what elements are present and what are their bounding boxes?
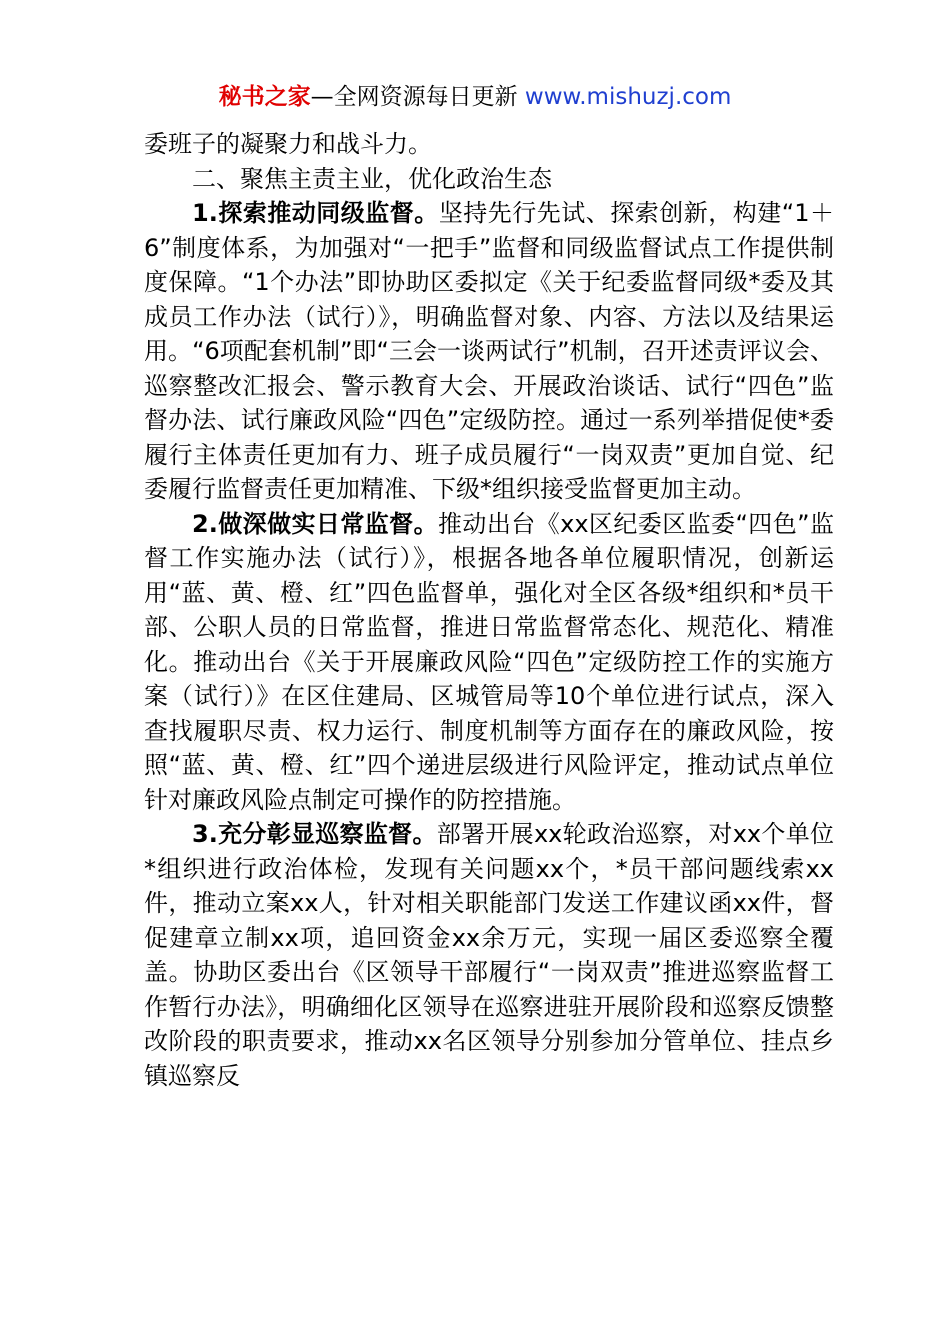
paragraph-3: [144, 817, 834, 1093]
header-slogan: —全网资源每日更新: [310, 84, 518, 110]
paragraph-1-text: 坚持先行先试、探索创新，构建“1＋6”制度体系，为加强对“一把手”监督和同级监督试点工作提供制度保障。“1个办法”即协助区委拟定《关于纪委监督同级*委及其成员工作办法（试行）》，明确监督对象、内容、方法以及结果运用。“6项配套机制”即“三会一谈两试行”机制，召开述责评议会、巡察整改汇报会、警示教育大会、开展政治谈话、试行“四色”监督办法、试行廉政风险“四色”定级防控。通过一系列举措促使*委履行主体责任更加有力、班子成员履行“一岗双责”更加自觉、纪委履行监督责任更加精准、下级*组织接受监督更加主动。: [144, 199, 834, 503]
site-url-link[interactable]: www.mishuzj.com: [524, 84, 732, 110]
paragraph-2-text: 推动出台《xx区纪委区监委“四色”监督工作实施办法（试行）》，根据各地各单位履职情况，创新运用“蓝、黄、橙、红”四色监督单，强化对全区各级*组织和*员干部、公职人员的日常监督，推进日常监督常态化、规范化、精准化。推动出台《关于开展廉政风险“四色”定级防控工作的实施方案（试行）》在区住建局、区城管局等10个单位进行试点，深入查找履职尽责、权力运行、制度机制等方面存在的廉政风险，按照“蓝、黄、橙、红”四个递进层级进行风险评定，推动试点单位针对廉政风险点制定可操作的防控措施。: [144, 509, 834, 814]
paragraph-1-lead: 1.探索推动同级监督。: [192, 199, 439, 227]
paragraph-2-lead: 2.做深做实日常监督。: [192, 509, 439, 538]
paragraph-3-text: 部署开展xx轮政治巡察，对xx个单位*组织进行政治体检，发现有关问题xx个，*员干部问题线索xx件，推动立案xx人，针对相关职能部门发送工作建议函xx件，督促建章立制xx项，追回资金xx余万元，实现一届区委巡察全覆盖。协助区委出台《区领导干部履行“一岗双责”推进巡察监督工作暂行办法》，明确细化区领导在巡察进驻开展阶段和巡察反馈整改阶段的职责要求，推动xx名区领导分别参加分管单位、挂点乡镇巡察反: [144, 820, 834, 1090]
paragraph-3-lead: 3.充分彰显巡察监督。: [192, 820, 437, 848]
section-heading: 二、聚焦主责主业，优化政治生态: [192, 164, 552, 193]
document-body: [144, 127, 834, 1093]
paragraph-2: [144, 507, 834, 818]
paragraph-continued: 委班子的凝聚力和战斗力。: [144, 130, 432, 158]
page-header: [0, 80, 950, 114]
brand-name: 秘书之家: [218, 84, 311, 110]
paragraph-1: [144, 196, 834, 507]
